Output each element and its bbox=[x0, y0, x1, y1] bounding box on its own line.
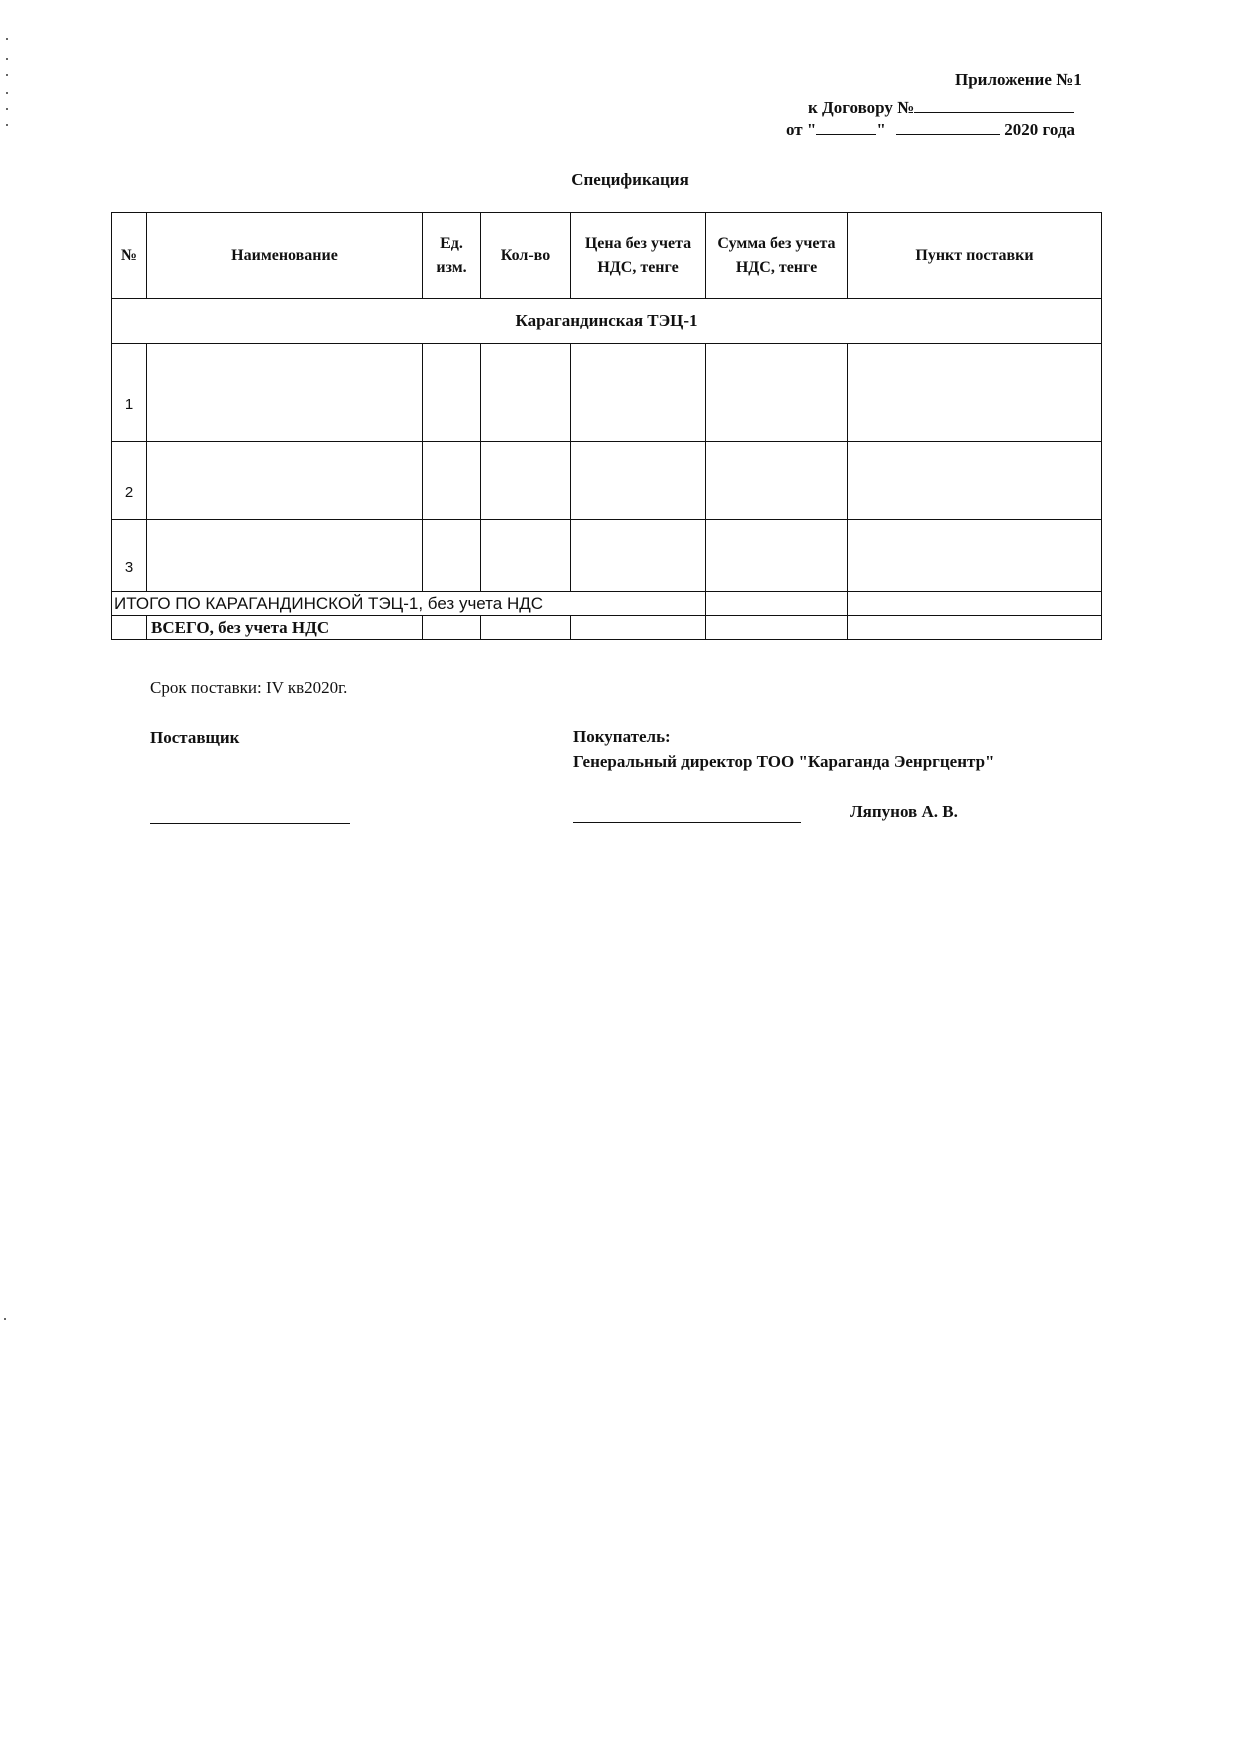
grand-total-quantity bbox=[481, 616, 571, 640]
cell-quantity bbox=[481, 344, 571, 442]
subtotal-row bbox=[112, 592, 1102, 616]
buyer-position: Генеральный директор ТОО "Караганда Эенргцентр" bbox=[573, 752, 995, 771]
date-year: 2020 года bbox=[1004, 120, 1075, 139]
cell-delivery-point bbox=[848, 442, 1102, 520]
subtotal-delivery-point bbox=[848, 592, 1102, 616]
cell-quantity bbox=[481, 442, 571, 520]
appendix-label: Приложение №1 bbox=[955, 70, 1082, 89]
scan-speck bbox=[4, 1318, 6, 1320]
date-day-blank bbox=[816, 118, 876, 135]
cell-price bbox=[571, 344, 706, 442]
grand-total-sum bbox=[706, 616, 848, 640]
cell-delivery-point bbox=[848, 520, 1102, 592]
row-number: 3 bbox=[112, 520, 147, 592]
cell-unit bbox=[423, 344, 481, 442]
supplier-label: Поставщик bbox=[150, 728, 240, 747]
contract-date-line bbox=[786, 118, 1075, 140]
buyer-label: Покупатель: bbox=[573, 727, 671, 746]
cell-unit bbox=[423, 520, 481, 592]
row-number: 2 bbox=[112, 442, 147, 520]
table-header-row bbox=[112, 213, 1102, 299]
subtotal-label: ИТОГО ПО КАРАГАНДИНСКОЙ ТЭЦ-1, без учета НДС bbox=[112, 592, 706, 616]
delivery-term: Срок поставки: IV кв2020г. bbox=[150, 678, 348, 697]
subtotal-sum bbox=[706, 592, 848, 616]
cell-sum bbox=[706, 442, 848, 520]
grand-total-delivery-point bbox=[848, 616, 1102, 640]
scan-speck bbox=[6, 74, 8, 76]
col-header-number: № bbox=[112, 213, 147, 299]
cell-sum bbox=[706, 520, 848, 592]
col-header-unit: Ед. изм. bbox=[423, 213, 481, 299]
scan-speck bbox=[6, 58, 8, 60]
cell-name bbox=[147, 344, 423, 442]
document-title: Спецификация bbox=[571, 170, 689, 189]
cell-delivery-point bbox=[848, 344, 1102, 442]
specification-table bbox=[111, 212, 1102, 640]
contract-number-line bbox=[808, 96, 1074, 118]
scan-speck bbox=[6, 108, 8, 110]
section-row bbox=[112, 299, 1102, 344]
table-row bbox=[112, 344, 1102, 442]
grand-total-unit bbox=[423, 616, 481, 640]
cell-unit bbox=[423, 442, 481, 520]
supplier-signature-line bbox=[150, 822, 350, 824]
scan-speck bbox=[6, 92, 8, 94]
grand-total-number bbox=[112, 616, 147, 640]
table-row bbox=[112, 520, 1102, 592]
col-header-price: Цена без учета НДС, тенге bbox=[571, 213, 706, 299]
cell-price bbox=[571, 442, 706, 520]
cell-name bbox=[147, 520, 423, 592]
cell-name bbox=[147, 442, 423, 520]
buyer-signature-line bbox=[573, 821, 801, 823]
contract-number-blank bbox=[914, 96, 1074, 113]
buyer-signatory: Ляпунов А. В. bbox=[850, 802, 958, 821]
date-prefix: от " bbox=[786, 120, 817, 139]
col-header-sum: Сумма без учета НДС, тенге bbox=[706, 213, 848, 299]
section-title: Карагандинская ТЭЦ-1 bbox=[112, 299, 1102, 344]
col-header-quantity: Кол-во bbox=[481, 213, 571, 299]
scan-speck bbox=[6, 38, 8, 40]
grand-total-label: ВСЕГО, без учета НДС bbox=[147, 616, 423, 640]
cell-sum bbox=[706, 344, 848, 442]
cell-quantity bbox=[481, 520, 571, 592]
date-quote: " bbox=[876, 120, 886, 139]
grand-total-price bbox=[571, 616, 706, 640]
col-header-delivery-point: Пункт поставки bbox=[848, 213, 1102, 299]
date-month-blank bbox=[896, 118, 1000, 135]
grand-total-row bbox=[112, 616, 1102, 640]
table-row bbox=[112, 442, 1102, 520]
cell-price bbox=[571, 520, 706, 592]
contract-prefix: к Договору № bbox=[808, 98, 915, 117]
scan-speck bbox=[6, 124, 8, 126]
row-number: 1 bbox=[112, 344, 147, 442]
col-header-name: Наименование bbox=[147, 213, 423, 299]
